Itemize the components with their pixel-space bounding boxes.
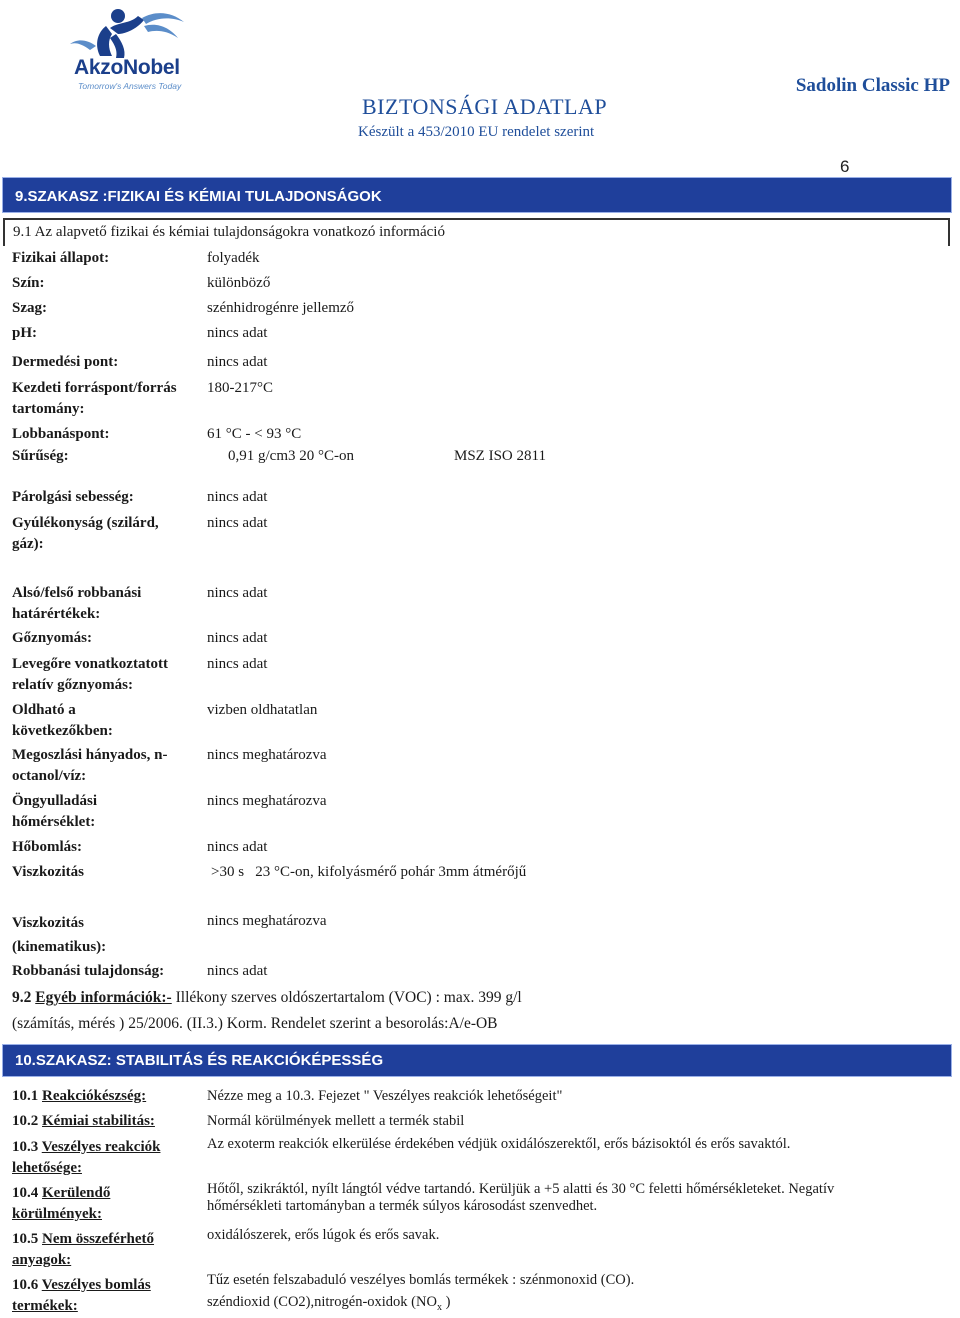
document-subtitle: Készült a 453/2010 EU rendelet szerint [358,124,595,140]
property-label: Robbanási tulajdonság: [12,963,165,979]
hazardous-reactions-label: 10.3 Veszélyes reakciók lehetősége: [12,1139,161,1176]
property-value: nincs adat [207,354,268,370]
property-value: nincs meghatározva [207,913,327,929]
page-number: 6 [840,157,850,176]
document-title: BIZTONSÁGI ADATLAP [362,94,608,119]
property-value: nincs adat [207,585,268,601]
other-info-line-1 [12,987,522,1008]
property-value: nincs meghatározva [207,747,327,763]
other-info-heading: Egyéb információk:- [35,989,172,1006]
property-label: Lobbanáspont: [12,426,110,442]
other-info-voc: Illékony szerves oldószertartalom (VOC) : max. 399 g/l [171,989,522,1006]
logo-tagline: Tomorrow's Answers Today [78,81,182,91]
property-value: különböző [207,275,271,291]
property-value: szénhidrogénre jellemző [207,300,355,316]
property-label: Viszkozitás (kinematikus): [12,915,107,955]
property-label: Szín: [12,275,45,291]
decomposition-products-value: Tűz esetén felszabaduló veszélyes bomlás termékek : szénmonoxid (CO). [207,1272,635,1288]
property-value: >30 s 23 °C-on, kifolyásmérő pohár 3mm átmérőjű [211,864,527,880]
property-standard: MSZ ISO 2811 [454,448,546,464]
property-label: Öngyulladási hőmérséklet: [12,793,98,830]
property-value: nincs adat [207,630,268,646]
property-value: 0,91 g/cm3 20 °C-on [228,448,354,464]
section-9-header [2,177,952,213]
conditions-to-avoid-value: Hőtől, szikráktól, nyílt lángtól védve tartandó. Kerüljük a +5 alatti és 30 °C feletti hőmérsékleteket. Negatív hőmérsékleti tartományban a termék súlyos károsodást szenvedhet. [207,1181,835,1214]
property-label: Hőbomlás: [12,839,83,855]
chemical-stability-value: Normál körülmények mellett a termék stabil [207,1113,465,1129]
property-label: Alsó/felső robbanási határértékek: [12,585,142,622]
incompatible-materials-value: oxidálószerek, erős lúgok és erős savak. [207,1227,440,1243]
subsection-9-1-title: 9.1 Az alapvető fizikai és kémiai tulajdonságokra vonatkozó információ [13,224,445,240]
property-label: Párolgási sebesség: [12,489,134,505]
property-label: Oldható a következőkben: [12,702,113,739]
property-label: pH: [12,325,38,341]
other-info-line-2: (számítás, mérés ) 25/2006. (II.3.) Korm. Rendelet szerint a besorolás:A/e-OB [12,1015,498,1032]
logo-wordmark: AkzoNobel [74,56,180,79]
property-value: nincs adat [207,325,268,341]
property-label: Kezdeti forráspont/forrás tartomány: [12,380,177,417]
hazardous-reactions-value: Az exoterm reakciók elkerülése érdekében védjük oxidálószerektől, erős bázisoktól és erős savaktól. [207,1136,791,1152]
property-label: Levegőre vonatkoztatott relatív gőznyomás: [12,656,168,693]
section-10-header [2,1044,952,1077]
product-name: Sadolin Classic HP [795,75,950,96]
property-value: nincs adat [207,515,268,531]
decomposition-products-value-2: széndioxid (CO2),nitrogén-oxidok ($NO_x$ ) [207,1294,451,1313]
property-label: Megoszlási hányados, n-octanol/víz: [12,747,168,784]
property-value: 180-217°C [207,380,273,396]
property-value: nincs adat [207,656,268,672]
property-label: Sűrűség: [12,448,69,464]
property-value: 61 °C - < 93 °C [207,426,302,442]
conditions-to-avoid-label: 10.4 Kerülendő körülmények: [12,1185,111,1222]
property-label: Gyúlékonyság (szilárd, gáz): [12,515,159,552]
property-value: nincs adat [207,963,268,979]
property-label: Dermedési pont: [12,354,119,370]
subsection-9-1-header [3,218,950,246]
reactivity-value: Nézze meg a 10.3. Fejezet " Veszélyes reakciók lehetőségeit" [207,1088,563,1104]
reactivity-label: 10.1 Reakciókészség: [12,1088,147,1104]
chemical-stability-label: 10.2 Kémiai stabilitás: [12,1113,155,1129]
property-label: Szag: [12,300,47,316]
property-value: nincs adat [207,489,268,505]
property-label: Fizikai állapot: [12,250,110,266]
property-value: nincs meghatározva [207,793,327,809]
property-value: vizben oldhatatlan [207,702,318,718]
section-9-title: 9.SZAKASZ :FIZIKAI ÉS KÉMIAI TULAJDONSÁGOK [15,188,382,205]
property-value: folyadék [207,250,260,266]
property-value: nincs adat [207,839,268,855]
property-label: Viszkozitás [12,864,84,880]
incompatible-materials-label: 10.5 Nem összeférhető anyagok: [12,1231,155,1268]
property-label: Gőznyomás: [12,630,92,646]
section-10-title: 10.SZAKASZ: STABILITÁS ÉS REAKCIÓKÉPESSÉG [15,1052,384,1069]
decomposition-products-label: 10.6 Veszélyes bomlás termékek: [12,1277,151,1314]
other-info-number: 9.2 [12,989,36,1006]
